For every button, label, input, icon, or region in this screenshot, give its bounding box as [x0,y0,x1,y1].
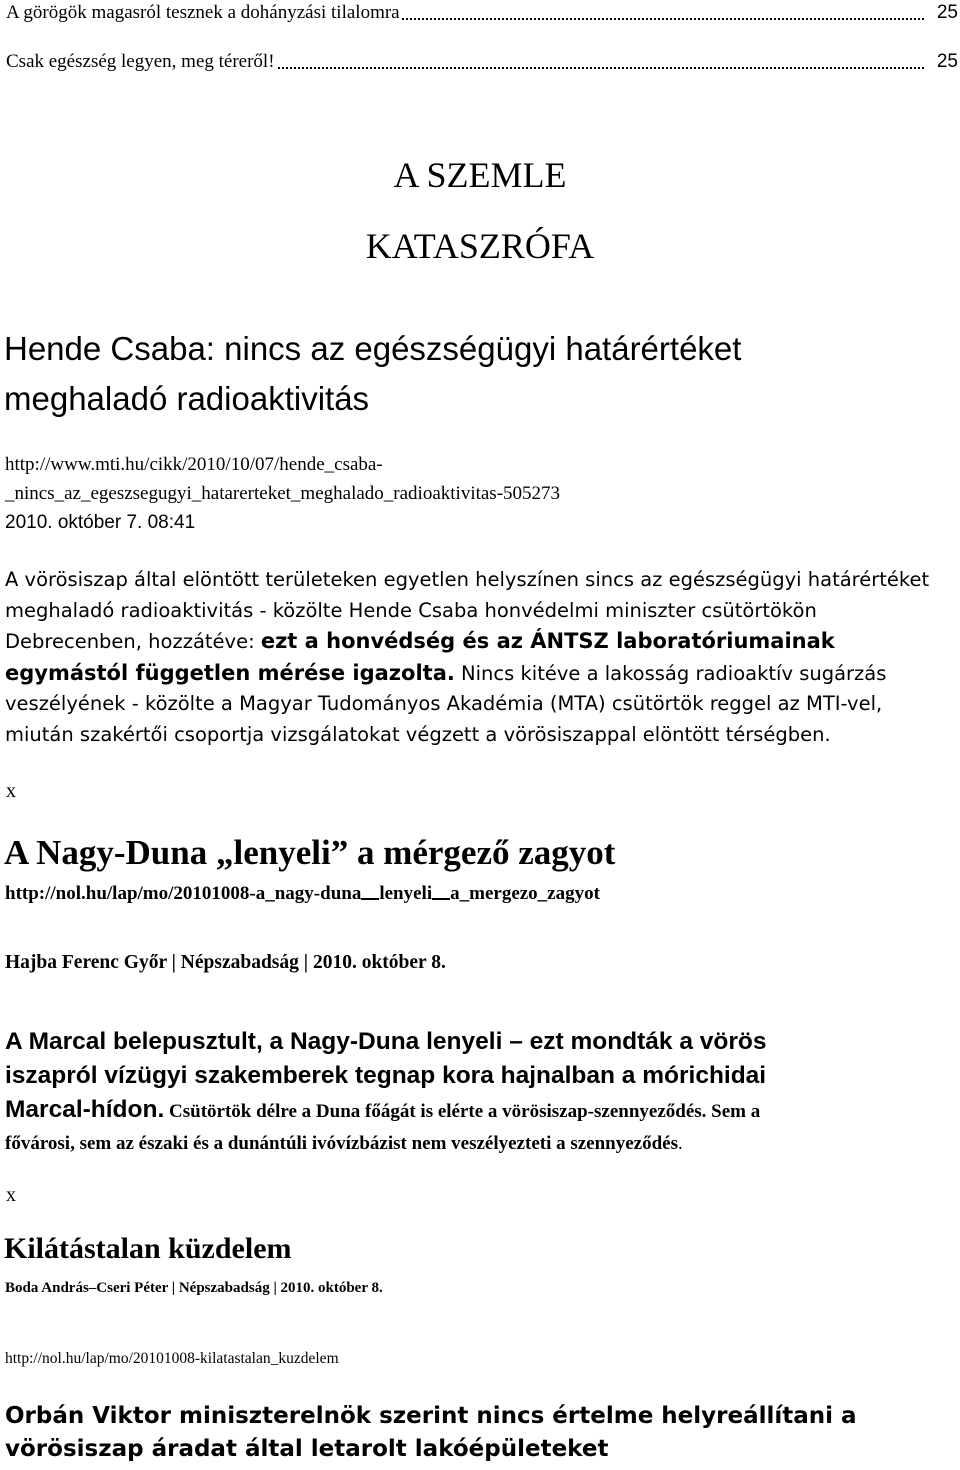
body-line: miután szakértői csoportja vizsgálatokat végzett a vörösiszappal elöntött térségben. [5,722,831,746]
url-part: lenyeli [379,883,433,904]
article-title: meghaladó radioaktivitás [4,380,370,417]
url-part: a_mergezo_zagyot [450,883,600,904]
article-title: Hende Csaba: nincs az egészségügyi határértéket [4,330,742,367]
article-byline: Hajba Ferenc Győr | Népszabadság | 2010. október 8. [5,952,446,973]
lead-line [5,1093,767,1129]
section-title: A SZEMLE [393,155,567,195]
lead-line: A Marcal belepusztult, a Nagy-Duna lenyeli – ezt mondták a vörös [5,1028,767,1055]
url-underscore [361,898,379,900]
body-emphasis: egymástól független mérése igazolta. [5,660,455,685]
title-line: vörösiszap áradat által letarolt lakóépületeket [5,1436,609,1462]
body-text: . [678,1133,683,1154]
article-url[interactable]: http://nol.hu/lap/mo/20101008-kilatastalan_kuzdelem [5,1350,339,1367]
body-line: meghaladó radioaktivitás - közölte Hende Csaba honvédelmi miniszter csütörtökön [5,598,817,622]
article-title: Kilátástalan küzdelem [4,1232,292,1265]
body-text: Debrecenben, hozzátéve: [5,630,261,653]
body-line: A vörösiszap által elöntött területeken egyetlen helyszínen sincs az egészségügyi határértéket [5,568,930,591]
toc-entry-page: 25 [936,2,958,23]
body-emphasis: ezt a honvédség és az ÁNTSZ laboratóriumainak [260,629,835,653]
lead-text: Marcal-hídon. [5,1096,165,1123]
separator-mark: x [6,780,16,802]
lead-line: iszapról vízügyi szakemberek tegnap kora hajnalban a mórichidai [5,1062,767,1089]
body-text: Csütörtök délre a Duna főágát is elérte a vörösiszap-szennyeződés. Sem a [164,1101,761,1122]
section-subtitle: KATASZRÓFA [365,226,595,266]
title-line: Orbán Viktor miniszterelnök szerint nincs értelme helyreállítani a [5,1403,857,1429]
article-url[interactable]: http://www.mti.hu/cikk/2010/10/07/hende_csaba- [5,454,383,475]
article-lead [5,1025,767,1129]
toc-entry[interactable] [6,51,958,73]
article-body [5,565,955,750]
body-line [5,1133,683,1155]
article-title [5,1400,857,1466]
url-underscore [432,898,450,900]
article-url[interactable] [5,883,600,905]
separator-mark: x [6,1184,16,1206]
article-title: A Nagy-Duna „lenyeli” a mérgező zagyot [4,833,616,872]
toc-entry-title: Csak egészség legyen, meg téreről! [6,51,275,72]
article-byline: Boda András–Cseri Péter | Népszabadság | 2010. október 8. [5,1280,383,1296]
toc-entry-page: 25 [936,51,958,72]
toc-entry-title: A görögök magasról tesznek a dohányzási tilalomra [6,2,400,23]
toc-entry[interactable] [6,2,958,24]
url-part: http://nol.hu/lap/mo/20101008-a_nagy-duna [5,883,362,904]
body-text: fővárosi, sem az északi és a dunántúli ivóvízbázist nem veszélyezteti a szennyeződés [5,1133,679,1154]
body-line [5,658,955,690]
article-date: 2010. október 7. 08:41 [5,512,196,533]
article-url[interactable]: _nincs_az_egeszsegugyi_hatarerteket_meghalado_radioaktivitas-505273 [5,483,561,504]
body-line: veszélyének - közölte a Magyar Tudományos Akadémia (MTA) csütörtök reggel az MTI-vel, [5,692,883,715]
body-line [5,626,955,658]
body-text: Nincs kitéve a lakosság radioaktív sugárzás [454,661,887,685]
